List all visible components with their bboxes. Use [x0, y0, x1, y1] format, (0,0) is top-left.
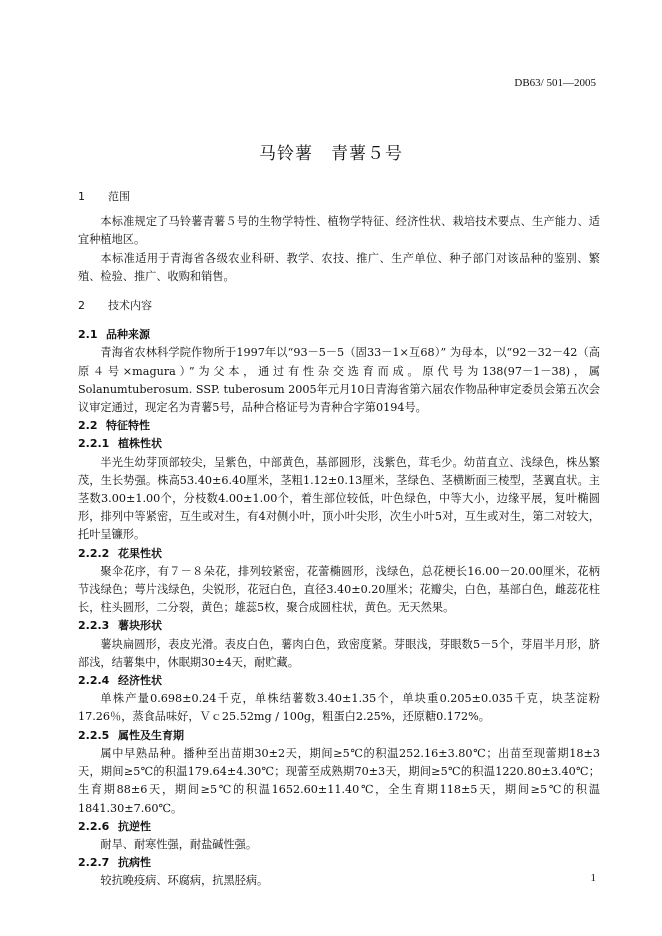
section-title: 品种来源	[106, 328, 150, 342]
section-2-2-6-heading	[78, 818, 600, 836]
section-1-heading	[78, 188, 600, 206]
section-title: 属性及生育期	[118, 728, 184, 742]
section-number: 1	[78, 190, 85, 203]
section-number: 2	[78, 299, 85, 313]
section-number: 2.2.3	[78, 619, 110, 633]
section-number: 2.1	[78, 328, 98, 342]
document-title: 马铃薯 青薯５号	[259, 144, 403, 164]
section-2-heading	[78, 297, 600, 315]
paragraph: 青海省农林科学院作物所于1997年以“93－5－5（固33－1×互68）” 为母本，以“92－32－42（高原４号×magura）”为父本，通过有性杂交选育而成。原代号为138(97－1－38)，属Solanumtuberosum. SSP. tuberosum 2005年元月10日青海省第六届农作物品种审定委员会第五次会议审定通过，现定名为青薯5号，品种合格证号为青种合字第0194号。	[78, 346, 600, 415]
section-title: 植株性状	[118, 437, 162, 451]
section-title: 技术内容	[108, 299, 152, 313]
paragraph: 半光生幼芽顶部较尖，呈紫色，中部黄色，基部圆形，浅紫色，茸毛少。幼苗直立、浅绿色，株丛繁茂，生长势强。株高53.40±6.40厘米，茎粗1.12±0.13厘米，茎绿色、茎横断面三棱型，茎翼直状。主茎数3.00±1.00个，分枝数4.00±1.00个，着生部位较低，叶色绿色，中等大小，边缘平展，复叶椭圆形，排列中等紧密，互生或对生，有4对侧小叶，顶小叶尖形，次生小叶5对，互生或对生，第二对较大，托叶呈镰形。	[78, 455, 600, 542]
section-2-1-heading	[78, 326, 600, 344]
section-title: 抗逆性	[118, 819, 151, 833]
section-title: 经济性状	[118, 674, 162, 688]
section-2-2-heading	[78, 417, 600, 435]
section-title: 特征特性	[106, 419, 150, 433]
section-2-2-1-heading	[78, 435, 600, 453]
section-number: 2.2.5	[78, 728, 110, 742]
paragraph: 耐旱、耐寒性强，耐盐碱性强。	[100, 837, 258, 851]
section-title: 花果性状	[118, 546, 162, 560]
page-number: 1	[590, 872, 596, 884]
section-2-2-4-heading	[78, 672, 600, 690]
section-title: 薯块形状	[118, 619, 162, 633]
section-2-2-3-heading	[78, 617, 600, 635]
section-number: 2.2.1	[78, 437, 110, 451]
paragraph: 较抗晚疫病、环腐病，抗黑胫病。	[100, 874, 269, 888]
standard-code: DB63/ 501—2005	[514, 77, 596, 89]
section-number: 2.2.6	[78, 819, 110, 833]
paragraph: 薯块扁圆形，表皮光滑。表皮白色，薯肉白色，致密度紧。芽眼浅，芽眼数5－5个，芽眉半月形，脐部浅，结薯集中，休眠期30±4天，耐贮藏。	[78, 637, 600, 669]
section-title: 范围	[108, 190, 130, 203]
section-number: 2.2.2	[78, 546, 110, 560]
section-number: 2.2.4	[78, 674, 110, 688]
section-title: 抗病性	[118, 856, 151, 870]
section-2-2-5-heading	[78, 727, 600, 745]
section-number: 2.2	[78, 419, 98, 433]
paragraph: 本标准适用于青海省各级农业科研、教学、农技、推广、生产单位、种子部门对该品种的鉴别、繁殖、检验、推广、收购和销售。	[78, 251, 600, 283]
document-body	[78, 188, 600, 891]
paragraph: 属中早熟品种。播种至出苗期30±2天，期间≥5℃的积温252.16±3.80℃；出苗至现蕾期18±3天，期间≥5℃的积温179.64±4.30℃；现蕾至成熟期70±3天，期间≥5℃的积温1220.80±3.40℃；生育期88±6天，期间≥5℃的积温1652.60±11.40℃，全生育期118±5天，期间≥5℃的积温1841.30±7.60℃。	[78, 746, 600, 815]
paragraph: 聚伞花序，有７－８朵花，排列较紧密，花蕾椭圆形，浅绿色，总花梗长16.00－20.00厘米，花柄节浅绿色；萼片浅绿色，尖锐形，花冠白色，直径3.40±0.20厘米；花瓣尖，白色，基部白色，雌蕊花柱长，柱头圆形，二分裂，黄色；雄蕊5枚，聚合成圆柱状，黄色。无天然果。	[78, 564, 600, 615]
section-number: 2.2.7	[78, 856, 110, 870]
paragraph: 单株产量0.698±0.24千克，单株结薯数3.40±1.35个，单块重0.205±0.035千克，块茎淀粉17.26％，蒸食品味好，Ｖｃ25.52mg / 100g，粗蛋白2.25%，还原糖0.172%。	[78, 692, 600, 724]
paragraph: 本标准规定了马铃薯青薯５号的生物学特性、植物学特征、经济性状、栽培技术要点、生产能力、适宜种植地区。	[78, 215, 600, 247]
section-2-2-7-heading	[78, 854, 600, 872]
section-2-2-2-heading	[78, 545, 600, 563]
